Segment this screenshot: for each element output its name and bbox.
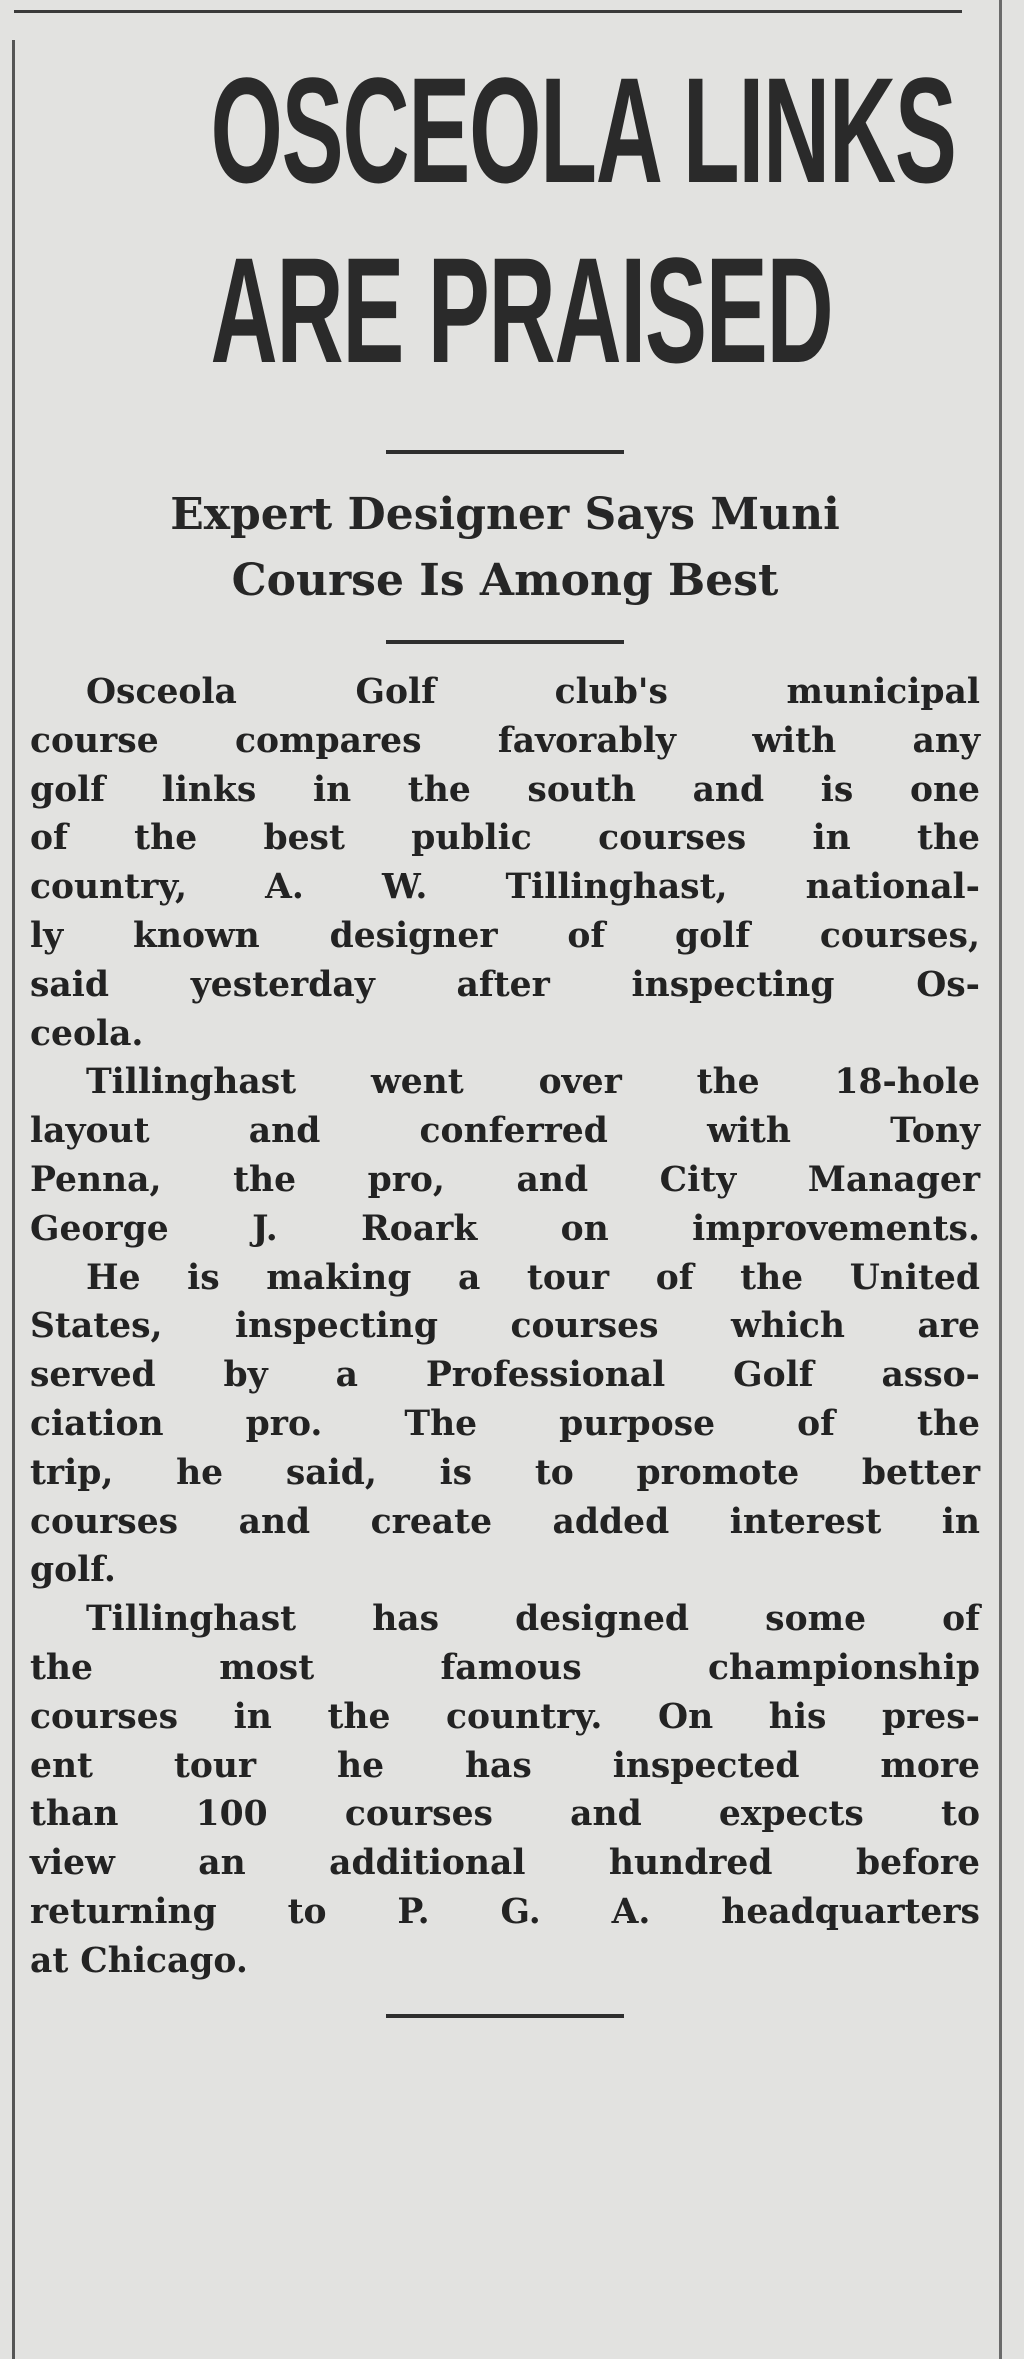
body-line: said yesterday after inspecting Os-	[30, 964, 980, 1005]
subheadline-divider	[386, 640, 624, 644]
body-line: golf links in the south and is one	[30, 769, 980, 810]
article	[30, 40, 980, 2018]
body-line: view an additional hundred before	[30, 1843, 980, 1884]
body-line: courses and create added interest in	[30, 1501, 980, 1542]
body-line: He is making a tour of the United	[86, 1257, 980, 1298]
subheadline	[30, 482, 980, 614]
body-line: returning to P. G. A. headquarters	[30, 1891, 980, 1932]
top-column-rule	[14, 10, 962, 13]
body-line: the most famous championship	[30, 1647, 980, 1688]
subheadline-line-1: Expert Designer Says Muni	[170, 489, 840, 540]
body-line: trip, he said, is to promote better	[30, 1452, 980, 1493]
headline-line-2: ARE PRAISED	[210, 226, 833, 394]
body-line: served by a Professional Golf asso-	[30, 1355, 980, 1396]
body-line: course compares favorably with any	[30, 720, 980, 761]
body-line: courses in the country. On his pres-	[30, 1696, 980, 1737]
headline	[210, 40, 956, 400]
headline-divider	[386, 450, 624, 454]
paragraph-3	[30, 1254, 980, 1596]
body-line: ent tour he has inspected more	[30, 1745, 980, 1786]
right-column-rule	[999, 0, 1002, 2359]
body-line: Penna, the pro, and City Manager	[30, 1159, 980, 1200]
body-line: Osceola Golf club's municipal	[86, 672, 980, 712]
body-line: than 100 courses and expects to	[30, 1794, 980, 1835]
body-line: Tillinghast has designed some of	[86, 1599, 980, 1640]
body-line: ciation pro. The purpose of the	[30, 1403, 980, 1444]
subheadline-line-2: Course Is Among Best	[231, 555, 779, 606]
end-divider	[386, 2014, 624, 2018]
paragraph-2	[30, 1058, 980, 1253]
headline-line-1: OSCEOLA LINKS	[210, 46, 956, 214]
body-line: ceola.	[30, 1013, 144, 1054]
body-line: golf.	[30, 1550, 116, 1591]
body-line: Tillinghast went over the 18-hole	[86, 1062, 980, 1103]
body-line: ly known designer of golf courses,	[30, 915, 980, 956]
body-line: of the best public courses in the	[30, 818, 980, 859]
paragraph-4	[30, 1595, 980, 1985]
body-line: George J. Roark on improvements.	[30, 1208, 980, 1249]
paragraph-1	[30, 668, 980, 1058]
body-line: country, A. W. Tillinghast, national-	[30, 867, 980, 908]
body-line: layout and conferred with Tony	[30, 1111, 980, 1152]
left-column-rule	[12, 40, 15, 2359]
article-body	[30, 668, 980, 1986]
body-line: at Chicago.	[30, 1940, 248, 1981]
body-line: States, inspecting courses which are	[30, 1306, 980, 1347]
